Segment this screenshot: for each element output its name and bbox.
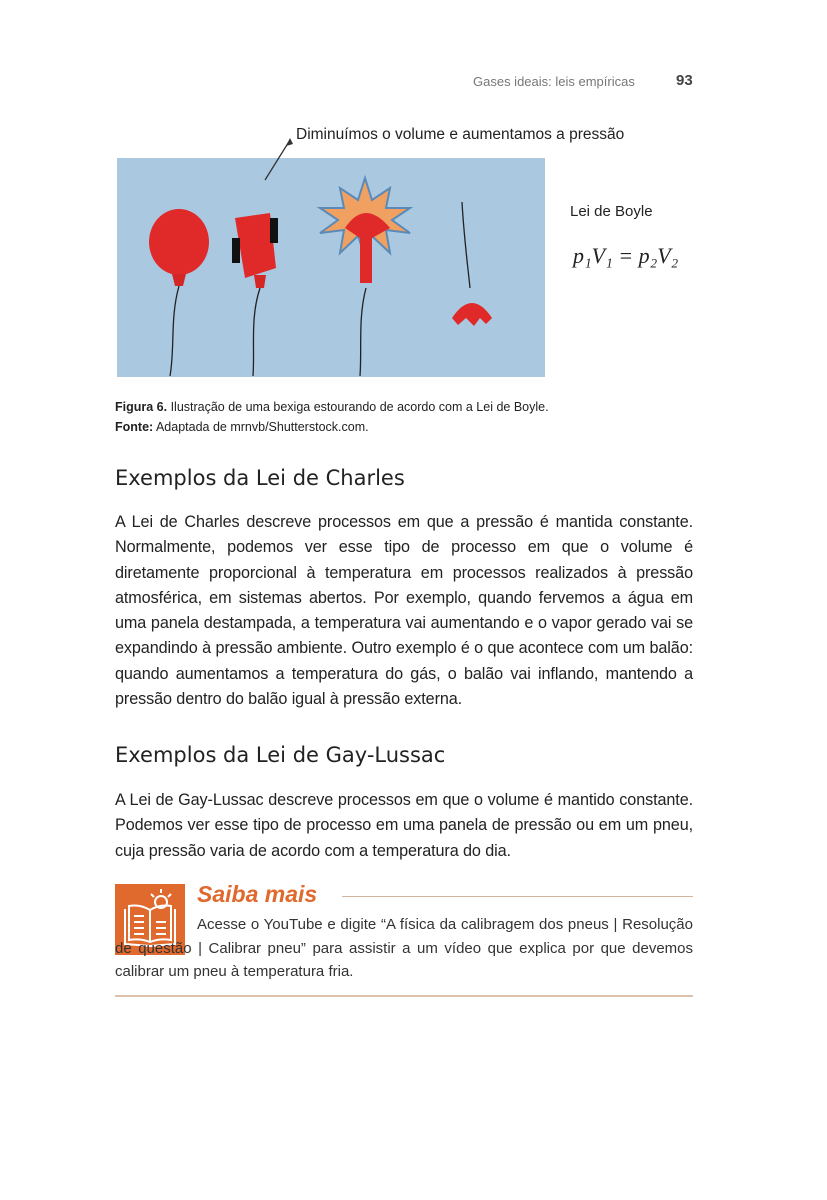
- law-label: Lei de Boyle: [570, 203, 653, 220]
- divider: [115, 995, 693, 997]
- boyle-equation: p₁V₁ = p₂V₂: [573, 243, 679, 268]
- section-heading-charles: Exemplos da Lei de Charles: [115, 466, 405, 490]
- source-text: Adaptada de mrnvb/Shutterstock.com.: [153, 420, 369, 434]
- saiba-mais-title: Saiba mais: [197, 881, 318, 907]
- source-label: Fonte:: [115, 420, 154, 434]
- figure-source: [115, 420, 369, 434]
- figure-caption: [115, 400, 549, 414]
- section-body-gay-lussac: A Lei de Gay-Lussac descreve processos em que o volume é mantido constante. Podemos ver esse tipo de processo em uma panela de pressão ou em um pneu, cuja pressão varia de acordo com a temperatura do dia.: [115, 791, 693, 860]
- section-body-charles: A Lei de Charles descreve processos em que a pressão é mantida constante. Normalmente, podemos ver esse tipo de processo em que o volume é diretamente proporcional à temperatura em processos realizados à pressão atmosférica, em sistemas abertos. Por exemplo, quando fervemos a água em uma panela destampada, a temperatura vai aumentando e o vapor gerado vai se expandindo à pressão ambiente. Outro exemplo é o que acontece com um balão: quando aumentamos a temperatura do gás, o balão vai inflando, mantendo a pressão dentro do balão igual à pressão externa.: [115, 513, 693, 709]
- divider: [342, 896, 693, 897]
- saiba-mais-text: Acesse o YouTube e digite “A física da calibragem dos pneus | Resolução de questão | Calibrar pneu” para assistir a um vídeo que explica por que devemos calibrar um pneu à temperatura fria.: [115, 916, 693, 980]
- caption-text: Ilustração de uma bexiga estourando de acordo com a Lei de Boyle.: [167, 400, 549, 414]
- caption-label: Figura 6.: [115, 400, 168, 414]
- running-header: Gases ideais: leis empíricas: [473, 74, 635, 89]
- figure-boyle: [110, 118, 710, 383]
- page-number: 93: [676, 72, 693, 89]
- balloon-illustration: [110, 118, 710, 383]
- section-heading-gay-lussac: Exemplos da Lei de Gay-Lussac: [115, 743, 446, 767]
- figure-annotation: Diminuímos o volume e aumentamos a pressão: [296, 126, 625, 143]
